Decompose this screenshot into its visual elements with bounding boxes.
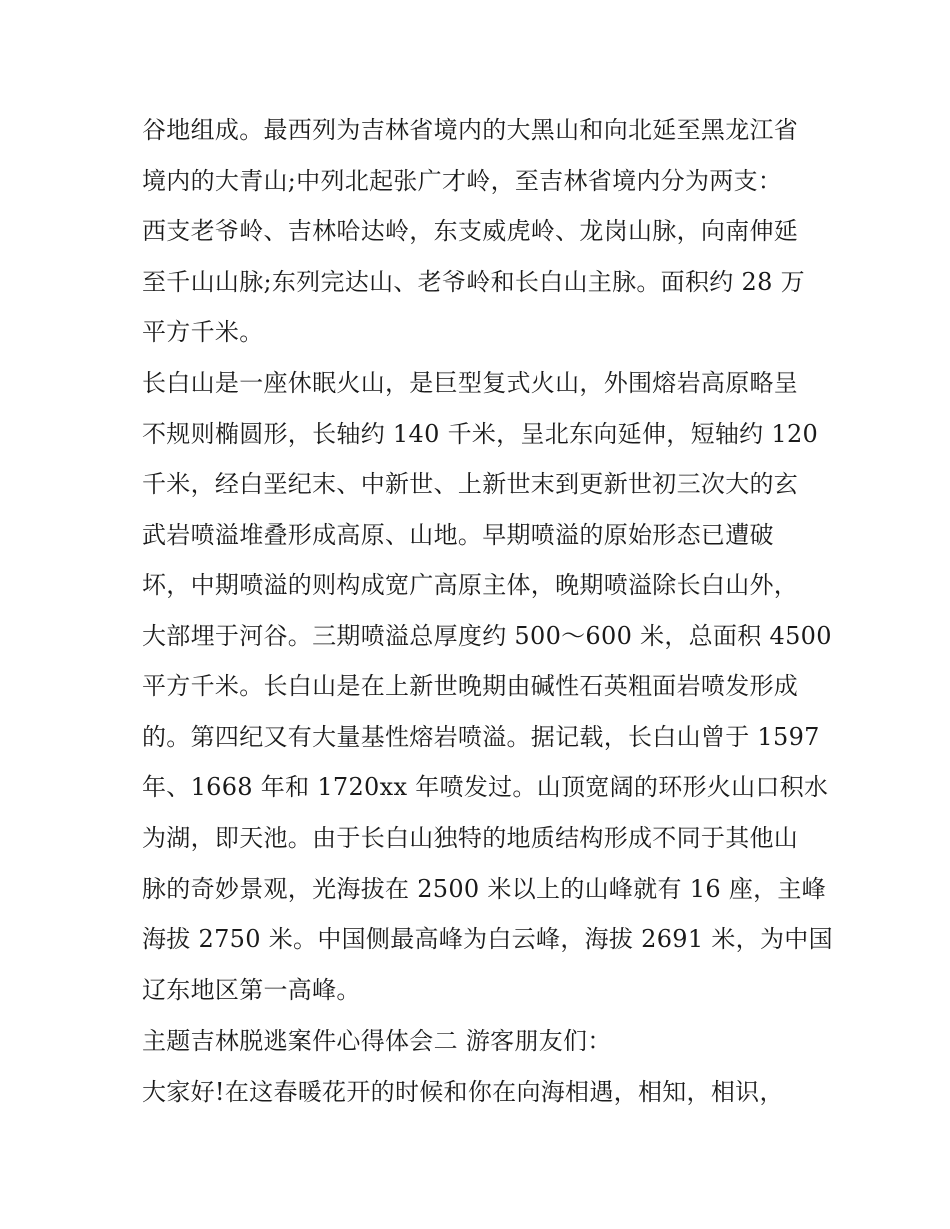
text-line: 平方千米。 [142,318,264,346]
text-line: 坏，中期喷溢的则构成宽广高原主体，晚期喷溢除长白山外， [142,571,799,599]
section-heading: 主题吉林脱逃案件心得体会二 游客朋友们： [142,1027,612,1055]
text-line: 大部埋于河谷。三期喷溢总厚度约 500～600 米，总面积 4500 [142,622,832,650]
text-line: 不规则椭圆形，长轴约 140 千米，呈北东向延伸，短轴约 120 [142,420,819,448]
text-line: 谷地组成。最西列为吉林省境内的大黑山和向北延至黑龙江省 [142,116,799,144]
text-line: 大家好!在这春暖花开的时候和你在向海相遇，相知，相识， [142,1078,784,1106]
text-line: 长白山是一座休眠火山，是巨型复式火山，外围熔岩高原略呈 [142,369,799,397]
text-line: 为湖，即天池。由于长白山独特的地质结构形成不同于其他山 [142,824,799,852]
text-line: 平方千米。长白山是在上新世晚期由碱性石英粗面岩喷发形成 [142,672,799,700]
text-line: 境内的大青山;中列北起张广才岭，至吉林省境内分为两支： [142,167,783,195]
text-line: 脉的奇妙景观，光海拔在 2500 米以上的山峰就有 16 座，主峰 [142,875,827,903]
text-line: 千米，经白垩纪末、中新世、上新世末到更新世初三次大的玄 [142,470,799,498]
text-line: 至千山山脉;东列完达山、老爷岭和长白山主脉。面积约 28 万 [142,268,805,296]
text-line: 海拔 2750 米。中国侧最高峰为白云峰，海拔 2691 米，为中国 [142,925,833,953]
text-line: 的。第四纪又有大量基性熔岩喷溢。据记载，长白山曾于 1597 [142,723,820,751]
text-line: 西支老爷岭、吉林哈达岭，东支威虎岭、龙岗山脉，向南伸延 [142,217,799,245]
text-line: 辽东地区第一高峰。 [142,976,361,1004]
text-line: 年、1668 年和 1720xx 年喷发过。山顶宽阔的环形火山口积水 [142,773,829,801]
text-line: 武岩喷溢堆叠形成高原、山地。早期喷溢的原始形态已遭破 [142,521,774,549]
